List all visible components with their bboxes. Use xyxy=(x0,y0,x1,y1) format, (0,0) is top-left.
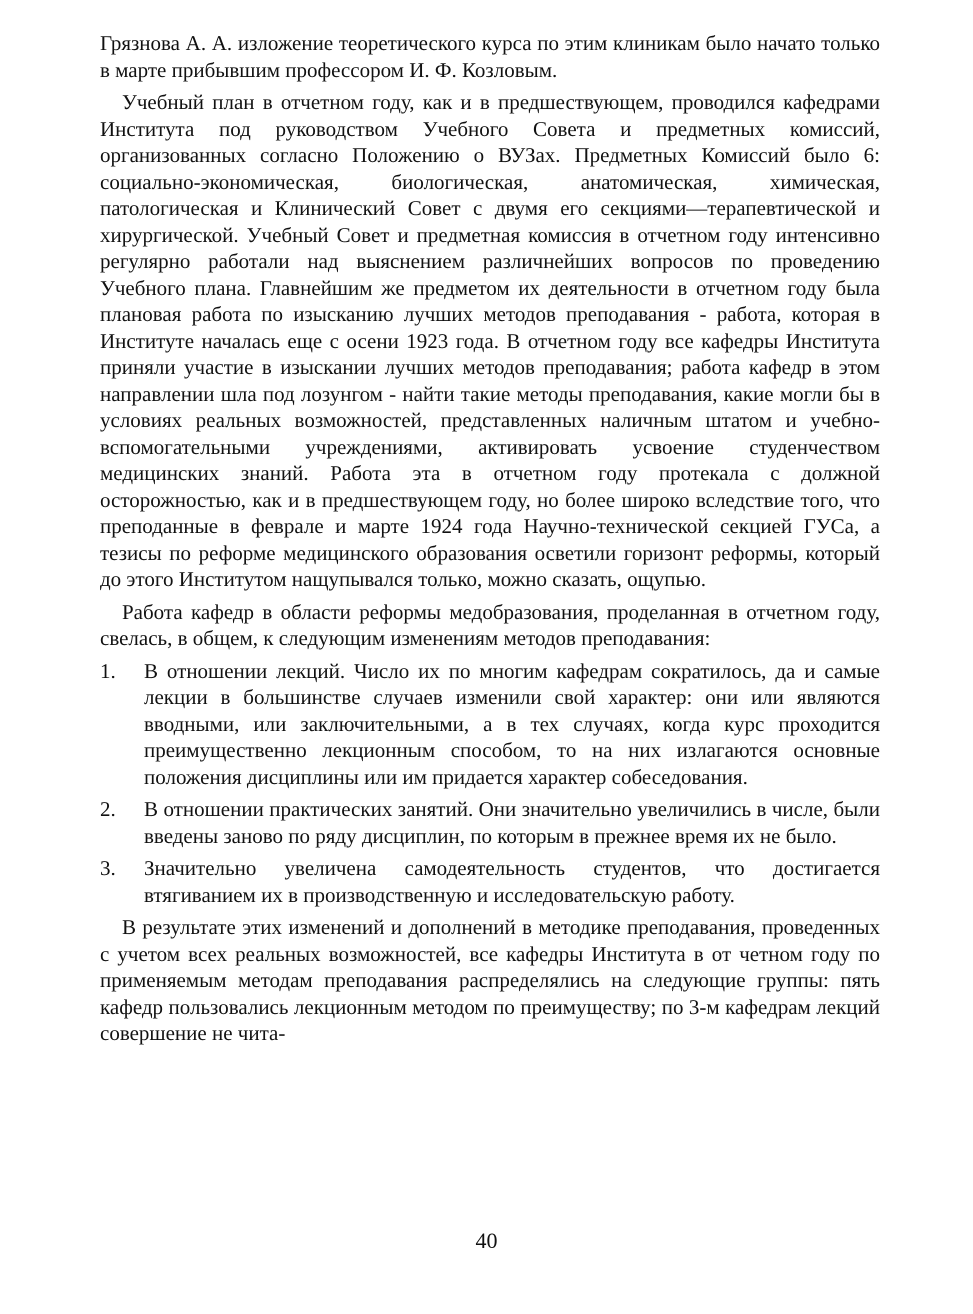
list-number: 3. xyxy=(100,856,116,880)
page-number: 40 xyxy=(475,1228,498,1253)
list-item-practical xyxy=(100,796,880,849)
list-text: Значительно увеличена самодеятельность студентов, что достигается втягиванием их в производственную и исследовательскую работу. xyxy=(144,856,880,907)
list-text: В отношении лекций. Число их по многим кафедрам сократилось, да и самые лекции в большинстве случаев изменили свой характер: они или являются вводными, или заключительными, а в тех случаях, когда курс проходится преимущественно лекционным способом, то на них излагаются основные положения дисциплины или им придается характер собеседования. xyxy=(144,658,880,789)
document-page xyxy=(100,30,880,1053)
list-text: В отношении практических занятий. Они значительно увеличились в числе, были введены заново по ряду дисциплин, по которым в прежнее время их не было. xyxy=(144,797,880,848)
list-number: 1. xyxy=(100,658,116,683)
paragraph-reform-intro: Работа кафедр в области реформы медобразования, проделанная в отчетном году, свелась, в общем, к следующим изменениям методов преподавания: xyxy=(100,599,880,650)
list-item-self-activity xyxy=(100,855,880,908)
paragraph-results: В результате этих изменений и дополнений в методике преподавания, проведенных с учетом всех реальных возможностей, все кафедры Института в от четном году по применяемым методам преподавания распределялись на следующие группы: пять кафедр пользовались лекционным методом по преимуществу; по 3-м кафедрам лекций совершение не чита- xyxy=(100,915,880,1045)
paragraph-continuation: Грязнова А. А. изложение теоретического курса по этим клиникам было начато только в марте прибывшим профессором И. Ф. Козловым. xyxy=(100,31,880,82)
list-item-lectures xyxy=(100,658,880,791)
list-number: 2. xyxy=(100,797,116,821)
paragraph-curriculum: Учебный план в отчетном году, как и в предшествующем, проводился кафедрами Института под руководством Учебного Совета и предметных комиссий, организованных согласно Положению о ВУЗах. Предметных Комиссий было 6: социально-экономическая, биологическая, анатомическая, химическая, патологическая и Клинический Совет с двумя его секциями—терапевтической и хирургической. Учебный Совет и предметная комиссия в отчетном году интенсивно регулярно работали над выяснением различнейших вопросов по проведению Учебного плана. Главнейшим же предметом их деятельности в отчетном году была плановая работа по изысканию лучших методов преподавания - работа, которая в Институте началась еще с осени 1923 года. В отчетном году все кафедры Института приняли участие в изыскании лучших методов преподавания; работа кафедр в этом направлении шла под лозунгом - найти такие методы преподавания, какие могли бы в условиях реальных возможностей, представленных наличным штатом и учебно-вспомогательными учреждениями, активировать усвоение студенчеством медицинских знаний. Работа эта в отчетном году протекала с должной осторожностью, как и в предшествующем году, но более широко вследствие того, что преподанные в феврале и марте 1924 года Научно-технической секцией ГУСа, а тезисы по реформе медицинского образования осветили горизонт реформы, который до этого Институтом нащупывался только, можно сказать, ощупью. xyxy=(100,90,880,591)
